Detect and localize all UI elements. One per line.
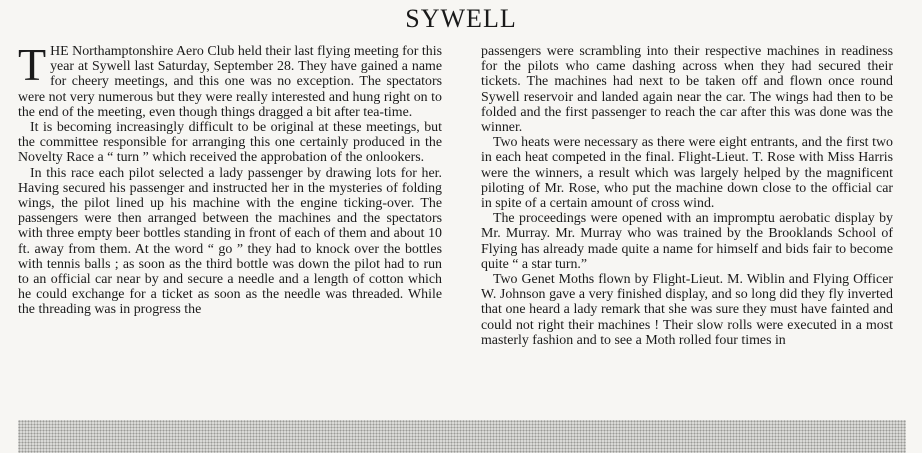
paragraph-2: It is becoming increasingly difficult to be original at these meetings, but the committee responsible for arranging this one certainly produced in the Novelty Race a “ turn ” which received the approbation of the onlookers. [18,120,442,166]
halftone-photo-strip [18,420,906,453]
right-column [481,44,893,348]
paragraph-7: Two Genet Moths flown by Flight-Lieut. M. Wiblin and Flying Officer W. Johnson gave a very finished display, and so long did they fly inverted that one heard a lady remark that she was sure they must have fainted and could not right their machines ! Their slow rolls were executed in a most masterly fashion and to see a Moth rolled four times in [481,272,893,348]
left-column [18,39,442,318]
drop-cap: T [18,39,47,90]
page-title: SYWELL [405,4,517,33]
paragraph-3: In this race each pilot selected a lady passenger by drawing lots for her. Having secured his passenger and instructed her in the mysteries of folding wings, the pilot lined up his machine with the engine ticking-over. The passengers were then arranged between the machines and the spectators with three empty beer bottles standing in front of each of them and about 10 ft. away from them. At the word “ go ” they had to knock over the bottles with tennis balls ; as soon as the third bottle was down the pilot had to run to an official car near by and secure a needle and a length of cotton which he could exchange for a ticket as soon as the needle was threaded. While the threading was in progress the [18,165,442,318]
paragraph-4: passengers were scrambling into their respective machines in readiness for the pilots who came dashing across when they had secured their tickets. The machines had next to be taken off and flown once round Sywell reservoir and landed again near the car. The wings had then to be folded and the first passenger to reach the car after this was done was the winner. [481,44,893,136]
paragraph-1 [18,39,442,120]
paragraph-5: Two heats were necessary as there were eight entrants, and the first two in each heat competed in the final. Flight-Lieut. T. Rose with Miss Harris were the winners, a result which was largely helped by the magnificent piloting of Mr. Rose, who put the machine down close to the official car in spite of a certain amount of cross wind. [481,135,893,212]
paragraph-6: The proceedings were opened with an impromptu aerobatic display by Mr. Murray. Mr. Murray who was trained by the Brooklands School of Flying has already made quite a name for himself and bids fair to become quite “ a star turn.” [481,211,893,272]
paragraph-1-text: HE Northamptonshire Aero Club held their last flying meeting for this year at Sywell last Saturday, September 28. They have gained a name for cheery meetings, and this one was no exception. The spectators were not very numerous but they were really interested and hung right on to the end of the meeting, even though things dragged a bit after tea-time. [18,44,442,120]
